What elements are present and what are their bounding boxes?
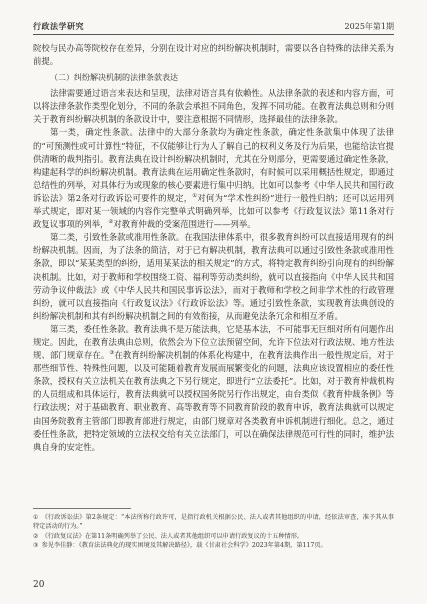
running-header [33, 18, 394, 32]
journal-title: 行政法学研究 [33, 21, 84, 31]
paragraph-text: 在教育纠纷解决机制的体系化构建中，在教育法典作出一般性规定后，对于那些细节性、特殊性问题，以及可能随着教育发展而展繁变化的问题，法典应该设置相应的委任性条款，授权有关立法机关在教育法典之下另行规定，即进行“立法委托”。比如，对于教育仲裁机构的人员组成和具体运行，教育法典就可以授权国务院另行作出规定，由台类似《教育仲裁条例》等行政法规；对于基础教育、职业教育、高等教育等不同教育阶段的教育申诉，教育法典就可以规定由国务院教育主管部门即教育部进行规定，由部门规章对各类教育申诉机制进行细化。总之，通过委任性条款，把特定领域的立法权交给有关立法部门，可以在确保法律规范可行性的同时，维护法典自身的安定性。 [33, 350, 395, 452]
paragraph-certain-clauses [33, 126, 394, 231]
paragraph-continued: 院校与民办高等院校存在差异，分别在设计对应的纠纷解决机制时，需要以各自特殊的法律关系为前提。 [33, 43, 394, 67]
paragraph-text: 第一类，确定性条款。法律中的大部分条款均为确定性条款，确定性条款集中体现了法律的“可预测性或可计算性”特征，不仅能够让行为人了解自己的权利义务及行为后果，也能给法官提供清晰的裁判指引。教育法典在设计纠纷解决机制时，尤其在分则部分，更需要通过确定性条款，构建起科学的纠纷解决机制。教育法典在运用确定性条款时，有时候可以采用概括性规定，即通过总结性的列举，对具体行为或现象的核心要素进行集中归纳。比如可以参考《中华人民共和国行政诉讼法》第2条对行政诉讼可要件的规定， [33, 127, 394, 203]
page-number: 20 [33, 580, 45, 590]
body-text [33, 42, 394, 454]
footnote-mark: ① [33, 514, 39, 521]
paragraph-intro: 法律需要通过语言来表达和呈现，法律对语言具有依赖性。从法律条款的表述和内容方面，可以将法律条款作类型化划分，不同的条款会承担不同角色，发挥不同功能。在教育法典总则和分则关于教育纠纷解决机制的条款设计中，要注意根据不同情形，选择最佳的法律条款。 [33, 88, 394, 125]
footnote-ref-2[interactable]: ② [108, 219, 114, 226]
footnote-rule [33, 508, 131, 509]
footnote-ref-3[interactable]: ③ [109, 350, 115, 357]
footnote-3 [33, 541, 394, 550]
footnote-text: 参见李佳静：《教育法法典化的现实困境及其解决路径》，载《甘肃社会科学》2023年第4期，第117页。 [41, 542, 327, 550]
paragraph-delegation-clauses [33, 323, 394, 454]
footnote-text: 《行政诉讼法》第2条规定：“本法所称行政许可，是指行政机关根据公民、法人或者其他组织的申请，经依法审查，准予其从事特定活动的行为。” [33, 514, 394, 531]
issue-label: 2025年第1期 [344, 22, 394, 31]
footnotes [33, 513, 394, 551]
paragraph-text: 对教育仲裁的受案范围进行——列举。 [113, 219, 256, 230]
paragraph-text: 第三类，委任性条款。教育法典不是万能法典，它是基本法，不可能事无巨细对所有问题作出规定。因此，在教育法典由总则，依然会为下位立法预留空间，允许下位法对行政法规、地方性法规、部门规章存在。 [33, 323, 394, 361]
header-rule [33, 34, 394, 35]
paragraph-text: 对何为“学术性纠纷”进行一般性归纳；还可以运用列举式规定，即对某一领域的内容作完整单式明确列举，比如可以参考《行政复议法》第11条对行政复议事项的列举， [33, 192, 395, 230]
footnote-2 [33, 532, 394, 541]
footnote-text: 《行政复议法》在第11条明确列举了公民、法人或者其他组织可以申请行政复议的十五种情形。 [41, 532, 304, 540]
footnote-1 [33, 513, 394, 532]
footnote-mark: ③ [33, 542, 39, 550]
paragraph-referral-clauses: 第二类，引致性条款或准用性条款。在我国法律体系中，很多教育纠纷可以直接适用现有的纠纷解决机制。因而，为了法条的简洁，对于已有解决机制，教育法典可以通过引致性条款或准用性条款，即以“某某类型的纠纷，适用某某法的相关规定”的方式，将特定教育纠纷引向现有的纠纷解决机制。比如，对于教师和学校围绕工资、福利等劳动类纠纷，就可以直接指向《中华人民共和国劳动争议仲裁法》或《中华人民共和国民事诉讼法》，而对于教师和学校之间非学术性的行政管理纠纷，就可以直接指向《行政复议法》《行政诉讼法》等。通过引致性条款，实现教育法典创设的纠纷解决机制和其有纠纷解决机制之间的有效衔接，从而避免法条冗余和相互矛盾。 [33, 232, 394, 321]
section-heading: （二）纠纷解决机制的法律条款表达 [50, 73, 178, 83]
footnote-ref-1[interactable]: ① [192, 193, 198, 200]
footnote-mark: ② [33, 532, 39, 540]
